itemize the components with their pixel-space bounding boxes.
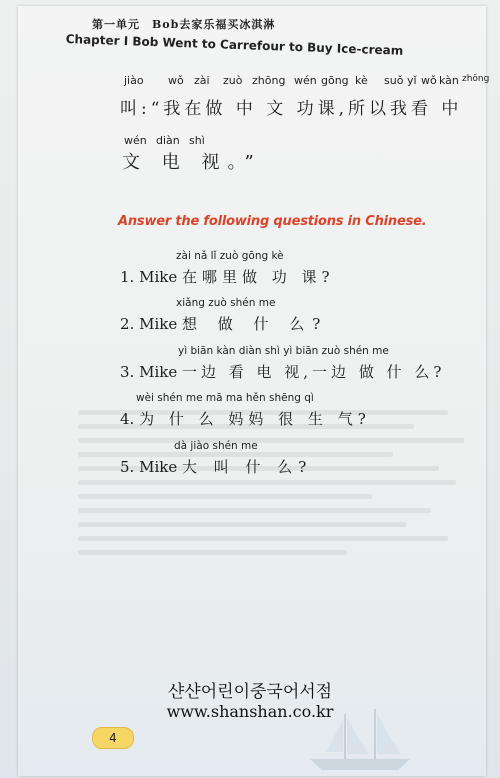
bleed-through-text <box>78 401 498 621</box>
question-2-prefix: 2. Mike <box>120 315 182 333</box>
question-4-text: 为 什 么 妈妈 很 生 气? <box>139 410 371 428</box>
pinyin-syllable: wén <box>294 74 317 87</box>
pinyin-syllable: zhōng <box>252 74 286 87</box>
page-number-badge: 4 <box>92 727 134 749</box>
question-5-prefix: 5. Mike <box>120 458 182 476</box>
question-4 <box>120 408 371 429</box>
pinyin-syllable: yǐ <box>407 74 417 87</box>
pinyin-syllable: gōng <box>321 74 349 87</box>
pinyin-syllable: suǒ <box>384 74 404 87</box>
question-3-pinyin: yì biān kàn diàn shì yì biān zuò shén me <box>178 345 389 357</box>
question-3 <box>120 361 445 382</box>
pinyin-syllable: wǒ <box>421 74 437 87</box>
watermark-url: www.shanshan.co.kr <box>166 702 334 721</box>
pinyin-syllable: shì <box>189 134 205 147</box>
question-4-pinyin: wèi shén me mā ma hěn shēng qì <box>136 392 314 404</box>
pinyin-syllable: kàn <box>439 74 459 87</box>
question-5 <box>120 456 312 477</box>
question-2-pinyin: xiǎng zuò shén me <box>176 297 276 309</box>
question-4-prefix: 4. <box>120 410 140 428</box>
question-1-prefix: 1. Mike <box>120 268 182 286</box>
pinyin-syllable: zuò <box>223 74 243 87</box>
unit-title: 第一单元 Bob去家乐福买冰淇淋 <box>92 18 276 31</box>
chapter-title: Chapter I Bob Went to Carrefour to Buy Ice-cream <box>65 32 404 58</box>
question-3-prefix: 3. Mike <box>120 363 182 381</box>
question-1 <box>120 266 335 287</box>
pinyin-syllable: kè <box>355 74 368 87</box>
question-1-text: 在哪里做 功 课? <box>181 268 335 286</box>
question-1-pinyin: zài nǎ lǐ zuò gōng kè <box>176 250 284 262</box>
question-5-text: 大 叫 什 么? <box>181 458 313 476</box>
question-3-text: 一边 看 电 视,一边 做 什 么? <box>181 363 446 381</box>
sailing-ship-icon <box>300 704 420 774</box>
question-2 <box>120 313 328 334</box>
passage-line-2: 文 电 视。” <box>122 152 262 173</box>
book-page <box>18 6 486 776</box>
pinyin-syllable: zhōng <box>462 74 490 84</box>
pinyin-syllable: wǒ <box>168 74 184 87</box>
exercise-instruction: Answer the following questions in Chinese. <box>118 214 427 229</box>
passage-line-1: 叫:“我在做 中 文 功课,所以我看 中 <box>120 99 463 119</box>
pinyin-syllable: zài <box>194 74 210 87</box>
pinyin-syllable: diàn <box>156 134 180 147</box>
pinyin-syllable: jiào <box>124 74 144 87</box>
question-5-pinyin: dà jiào shén me <box>174 440 258 452</box>
pinyin-syllable: wén <box>124 134 147 147</box>
question-2-text: 想 做 什 么? <box>181 315 329 333</box>
watermark-shop-name: 샨샨어린이중국어서점 <box>167 682 333 702</box>
